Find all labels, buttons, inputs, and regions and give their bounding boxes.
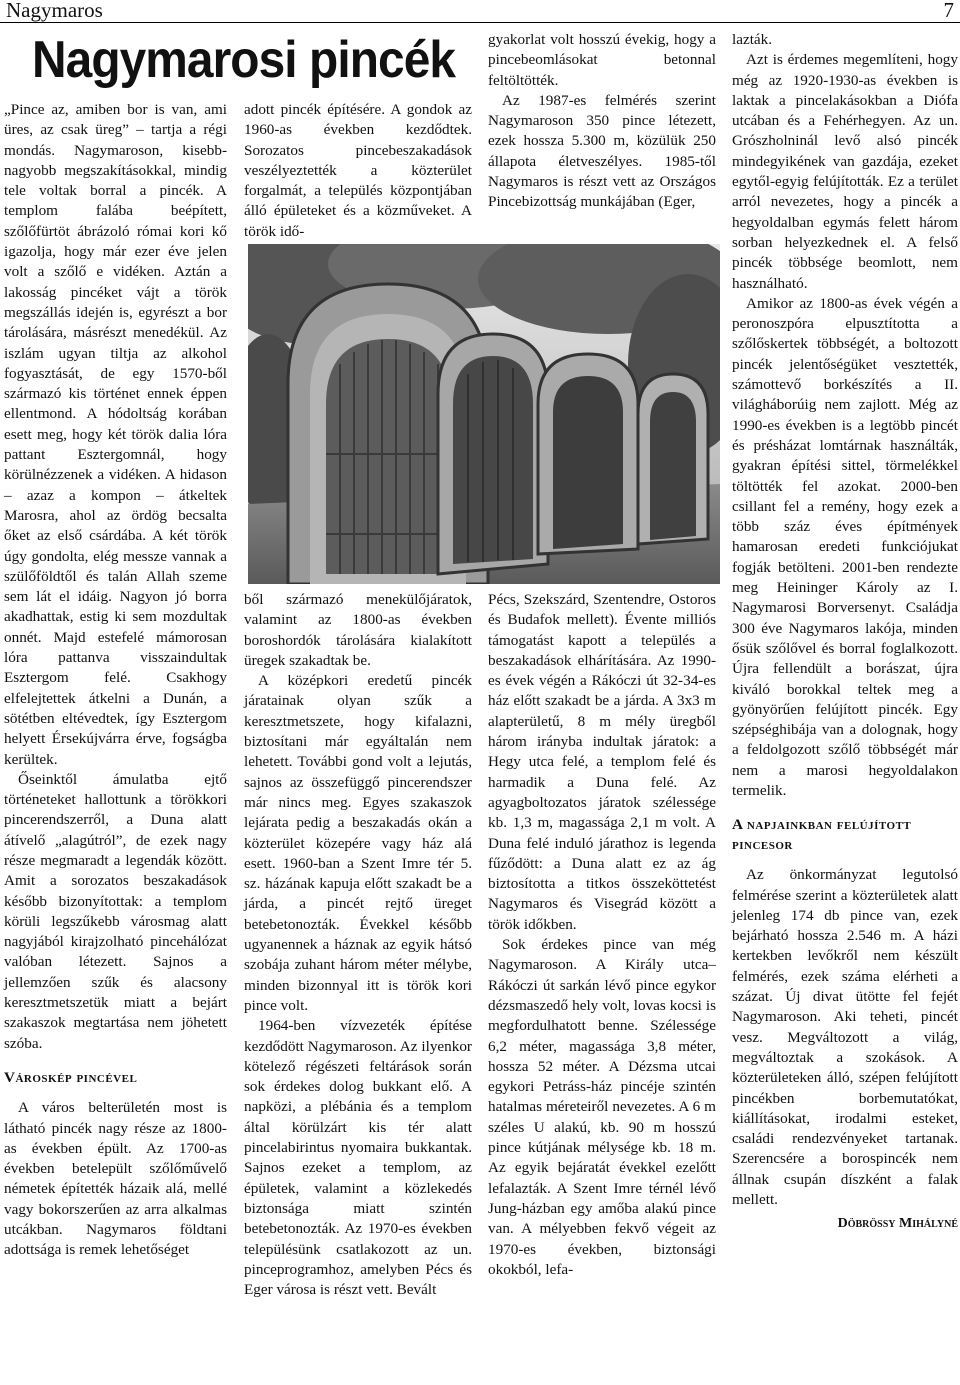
- paragraph: Pécs, Szekszárd, Szentendre, Ostoros és Budafok mellett). Évente milliós támogatást kapott a település a beszakadások elhárítására. Az 1990-es évek végén a Rákóczi út 32-34-es ház előtt szakadt be a járda. A 3x3 m alapterületű, 8 m mély üregből három irányba indultak járatok: a Hegy utca felé, a templom felé és harmadik a Duna felé. Az agyagboltozatos járatok szélessége kb. 1,3 m, magassága 2,1 m volt. A Duna felé induló járathoz is legenda fűződött: a Duna alatt ez az ág biztosította a titkos összeköttetést Nagymaros és Visegrád között a török időkben.: [488, 591, 716, 933]
- paragraph: Azt is érdemes megemlíteni, hogy még az 1920-1930-as években is laktak a pincelakásokban a Diófa utcában és a Fehérhegyen. Az un. Grószholninál levő alsó pincék mindegyikének van gazdája, ezeket egytől-egyig felújították. Ez a terület arról nevezetes, hogy a pincék a hegyoldalban egymás felett három sorban helyezkednek el. A felső pincék többsége beomlott, nem használható.: [732, 51, 958, 292]
- paragraph: A város belterületén most is látható pincék nagy része az 1800-as években épült. Az 1700-as években betelepült szőlőművelő németek építették házaik alá, mellé vagy bokorszerűen az arra alkalmas utcákban. Nagymaros földtani adottsága is remek lehetőséget: [4, 1099, 227, 1259]
- subheading: A napjainkban felújított pincesor: [732, 816, 912, 854]
- article-title: Nagymarosi pincék: [32, 31, 456, 89]
- paragraph: Az 1987-es felmérés szerint Nagymaroson 350 pince létezett, ezek hossza 5.300 m, közülük 250 állapota életveszélyes. 1985-től Nagymaros is részt vett az Országos Pincebizottság munkájában (Eger,: [488, 91, 716, 211]
- paragraph: Az önkormányzat legutolsó felmérése szerint a közterületek alatt jelenleg 174 db pince van, ezek bejárható hossza 2.546 m. A házi kertekben levőkről nem készült felmérés, ezek száma elérheti a százat. Új divat ütötte fel fejét Nagymaroson. Aki teheti, pincét vesz. Megváltozott a világ, megváltoztak a szokások. A közterületeken álló, szépen felújított pincékben borbemutatókat, kiállításokat, irodalmi esteket, családi rendezvényeket tartanak. Szerencsére a borospincék nem állnak csupán díszként a falak mellett.: [732, 866, 958, 1209]
- column-4: [732, 30, 958, 1380]
- paragraph: Őseinktől ámulatba ejtő történeteket hallottunk a törökkori pincerendszerről, a Duna alatt átívelő „alagútról”, de ezek nagy része megmaradt a legendák között. Amit a sorozatos beszakadások később bizonyítottak: a templom körüli legszűkebb városmag alatt nagyjából kirajzolható pincehálózat valóban létezett. Sajnos a jellemzően szűk és alacsony keresztmetszetük miatt a bejárt szakaszok megtartása nem jöhetett szóba.: [4, 770, 227, 1052]
- author-byline: Döbrössy Mihályné: [837, 1216, 958, 1232]
- page-header: [0, 0, 960, 23]
- column-1: [4, 100, 227, 1380]
- paragraph: „Pince az, amiben bor is van, ami üres, az csak üreg” – tartja a régi mondás. Nagymaroson, kisebb-nagyobb megszakításokkal, mindig tele voltak borral a pincék. A templom falába beépített, szőlőfürtöt ábrázoló római kori kő igazolja, hogy már ezer éve jelen volt a szőlő e vidéken. Aztán a lakosság pincéket vájt a török megszállás idején is, egyrészt a bor tárolására, másrészt menedékül. Az iszlám ugyan tiltja az alkohol fogyasztását, de egy 1570-ből származó kis történet ennek éppen ellentmond. A hódoltság korában esett meg, hogy két török dalia lóra pattant Esztergomnál, hogy körülnézzenek a vidéken. A hidason – azaz a kompon – átkeltek Marosra, ahol az ördög becsalta őket az első csárdába. A két török úgy gondolta, elég messze vannak a szülőföldtől és talán Allah szeme sem lát el idáig. Nagyon jó borra akadhattak, estig ki sem mozdultak onnét. Majd estefelé mámorosan lóra pattanva visszaindultak Esztergom felé. Csakhogy elfelejtettek átkelni a Dunán, a sötétben eltévedtek, így Esztergom helyett Érsekújvárra érve, fogságba kerültek.: [4, 101, 227, 768]
- section-title: Nagymaros: [6, 0, 103, 22]
- column-3-bottom: [488, 590, 716, 1380]
- column-2-top: [244, 100, 472, 238]
- paragraph: ből származó menekülőjáratok, valamint az 1800-as években boroshordók tárolására kialakított üregek szakadtak be.: [244, 591, 472, 669]
- paragraph: adott pincék építésére. A gondok az 1960-as években kezdődtek. Sorozatos pincebeszakadások veszélyeztették a közterület forgalmát, a település központjában álló épületeket és a közműveket. A török idő-: [244, 101, 472, 240]
- subheading: Városkép pincével: [4, 1068, 138, 1086]
- cellar-doors-photo: [248, 244, 720, 584]
- column-2-bottom: [244, 590, 472, 1380]
- paragraph: Sok érdekes pince van még Nagymaroson. A Király utca–Rákóczi út sarkán lévő pince egykor dézsmaszedő hely volt, lovas kocsi is megfordulhatott benne. Szélessége 6,2 méter, magassága 3,8 méter, hossza 52 méter. A Dézsma utcai egykori Petráss-ház pincéje szintén hatalmas méreteiről nevezetes. A 6 m széles U alakú, kb. 90 m hosszú pince kútjának mélysége kb. 18 m. Az egyik bejáratát évekkel ezelőtt lefalazták. A Szent Imre térnél lévő Jung-házban egy amőba alakú pince van. A mélyebben fekvő végeit az 1970-es években, biztonsági okokból, lefa-: [488, 936, 716, 1278]
- paragraph: gyakorlat volt hosszú évekig, hogy a pincebeomlásokat betonnal feltöltötték.: [488, 31, 716, 89]
- paragraph: 1964-ben vízvezeték építése kezdődött Nagymaroson. Az ilyenkor kötelező régészeti feltárások során sok érdekes dolog bukkant elő. A napközi, a plébánia és a templom által körülzárt kis tér alatt pincelabirintus nyomaira bukkantak. Sajnos ezeket a templom, az épületek, valamint a közlekedés biztonsága miatt szintén betebetonozták. Az 1970-es években településünk csatlakozott az un. pinceprogramhoz, amelyben Pécs és Eger városa is részt vett. Bevált: [244, 1017, 472, 1299]
- column-3-top: [488, 30, 716, 244]
- page-number: 7: [943, 0, 954, 22]
- photo-illustration: [248, 244, 720, 584]
- paragraph: Amikor az 1800-as évek végén a peronoszpóra elpusztította a szőlőskertek többségét, a boltozott pincék jelentőségüket vesztették, számottevő borkészítés a II. világháborúig nem zajlott. Még az 1990-es években is a legtöbb pincét és présházat lomtárnak használták, gyakran építési sittel, törmelékkel töltötték fel azokat. 2000-ben csillant fel a remény, hogy ezek a több száz éves építmények hamarosan eredeti funkciójukat fogják betölteni. 2001-ben rendezte meg Heininger Károly az I. Nagymarosi Borversenyt. Családja 300 éve Nagymaros lakója, minden ősük szőlővel és borral foglalkozott. Újra fellendült a borászat, újra kiváló borokkal teltek meg a gyönyörűen felújított pincék. Egy szépséghibája van a dolognak, hogy a feldolgozott szőlő többségét már nem a marosi hegyoldalakon termelik.: [732, 294, 958, 799]
- paragraph: lazták.: [732, 31, 773, 48]
- paragraph: A középkori eredetű pincék járatainak olyan szűk a keresztmetszete, hogy kifalazni, biztosítani már egyáltalán nem lehetett. További gond volt a lejutás, sajnos az összefüggő pincerendszer már nincs meg. Egyes szakaszok lejárata pedig a beszakadás okán a közterület közepére vagy ház alá esett. 1960-ban a Szent Imre tér 5. sz. házának kapuja előtt szakadt be a járda, a pincét rejtő üreget betebetonozták. Évekkel később ugyanennek a háznak az egyik hátsó szobája zuhant három méter mélybe, minden bizonnyal itt is török kori pince volt.: [244, 672, 472, 1014]
